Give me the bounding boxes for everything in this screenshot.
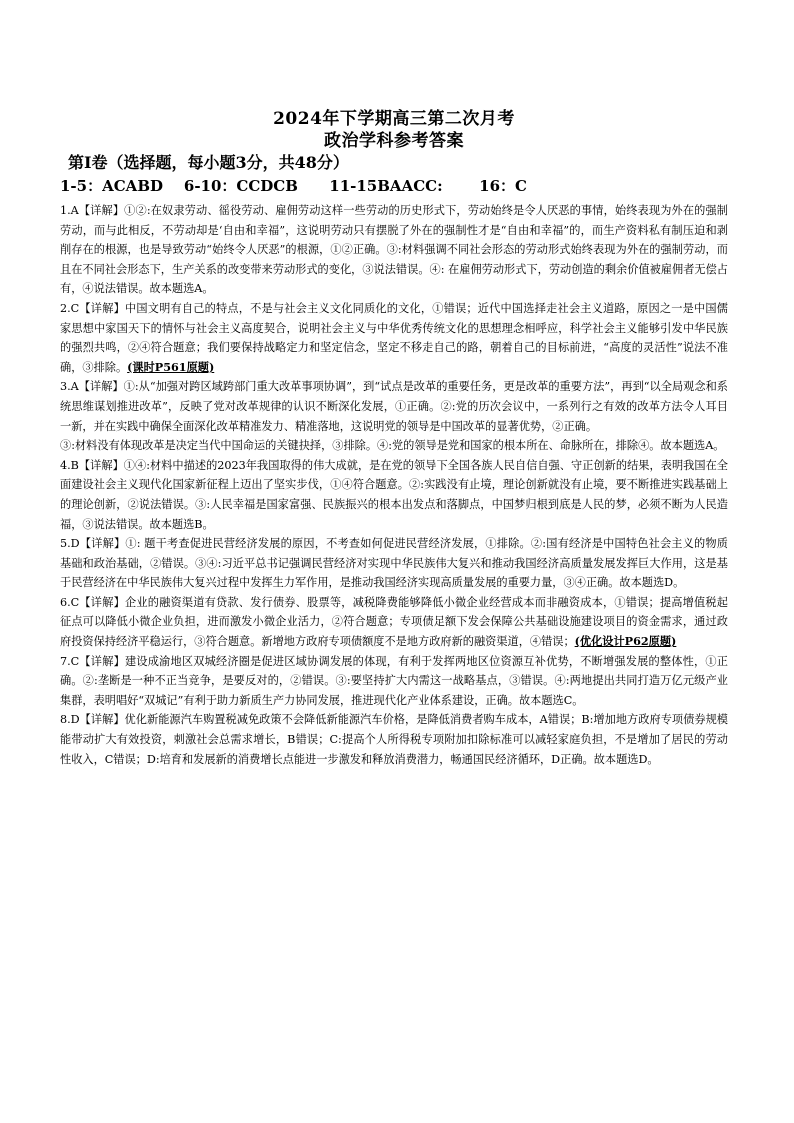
explanation-2 (60, 299, 728, 377)
explanation-text: 6.C【详解】企业的融资渠道有贷款、发行债券、股票等，减税降费能够降低小微企业经营成本而非融资成本，①错误；提高增值税起征点可以降低小微企业负担，进而激发小微企业活力，②符合题意；专项债足额下发会保障公共基础设施建设项目的资金需求，通过政府投资保持经济平稳运行，③符合题意。新增地方政府专项债额度不是地方政府新的融资渠道，④错误； (60, 595, 728, 649)
explanation-3-continued (60, 436, 728, 456)
explanation-text: 3.A【详解】①:从“加强对跨区域跨部门重大改革事项协调”，到“试点是改革的重要任务，更是改革的重要方法”，再到“以全局观念和系统思维谋划推进改革”，反映了党对改革规律的认识不断深化发展，①正确。②:党的历次会议中，一系列行之有效的改革方法令人耳目一新，并在实践中确保全面深化改革精准发力、精准落地，这说明党的领导是中国改革的显著优势，②正确。 (60, 380, 728, 433)
explanation-text: 8.D【详解】优化新能源汽车购置税减免政策不会降低新能源汽车价格，是降低消费者购车成本，A错误；B:增加地方政府专项债券规模能带动扩大有效投资，刺激社会总需求增长，B错误；C:提高个人所得税专项附加扣除标准可以减轻家庭负担，不是增加了居民的劳动性收入，C错误；D:培育和发展新的消费增长点能进一步激发和释放消费潜力，畅通国民经济循环，D正确。故本题选D。 (60, 713, 728, 766)
section-heading: 第Ⅰ卷（选择题，每小题3分，共48分） (68, 153, 349, 172)
explanation-text: 2.C【详解】中国文明有自己的特点，不是与社会主义文化同质化的文化，①错误；近代中国选择走社会主义道路，原因之一是中国儒家思想中家国天下的情怀与社会主义高度契合，说明社会主义与中华优秀传统文化的思想理念相呼应，科学社会主义能够引发中华民族的强烈共鸣，②④符合题意；我们要保持战略定力和坚定信念，坚定不移走自己的路，朝着自己的目标前进，“高度的灵活性”说法不准确，③排除。 (60, 301, 728, 374)
explanation-5 (60, 534, 728, 593)
explanation-7 (60, 652, 728, 711)
explanation-3 (60, 377, 728, 436)
explanation-4 (60, 456, 728, 534)
explanation-1 (60, 201, 728, 299)
explanation-text: ③:材料没有体现改革是决定当代中国命运的关键抉择，③排除。④:党的领导是党和国家的根本所在、命脉所在，排除④。故本题选A。 (60, 439, 725, 453)
source-reference: (课时P561原题) (127, 359, 215, 374)
explanation-text: 7.C【详解】建设成渝地区双城经济圈是促进区域协调发展的体现，有利于发挥两地区位资源互补优势，不断增强发展的整体性，①正 确。②:垄断是一种不正当竞争，是要反对的，②错误。③:要坚持扩大内需这一战略基点，③错误。④:两地提出共同打造万亿元级产业集群，表明唱好“双城记”有利于助力新质生产力协同发展，推进现代化产业体系建设，正确。故本题选C。 (60, 654, 728, 707)
source-reference: (优化设计P62原题) (574, 634, 677, 649)
explanation-text: 5.D【详解】①: 题干考查促进民营经济发展的原因，不考查如何促进民营经济发展，①排除。②:国有经济是中国特色社会主义的物质基础和政治基础，②错误。③④:习近平总书记强调民营经济对实现中华民族伟大复兴和推动我国经济高质量发展发挥巨大作用，这是基于民营经济在中华民族伟大复兴过程中发挥生力军作用，是推动我国经济实现高质量发展的重要力量，③④正确。故本题选D。 (60, 537, 728, 590)
explanation-6 (60, 593, 728, 652)
answer-key: 1-5：ACABD 6-10：CCDCB 11-15BAACC: 16：C (60, 177, 527, 195)
exam-title: 2024年下学期高三第二次月考 (273, 109, 515, 129)
explanation-text: 4.B【详解】①④:材料中描述的2023年我国取得的伟大成就，是在党的领导下全国各族人民自信自强、守正创新的结果，表明我国在全面建设社会主义现代化国家新征程上迈出了坚实步伐，①④符合题意。②:实践没有止境，理论创新就没有止境，要不断推进实践基础上的理论创新，②说法错误。③:人民幸福是国家富强、民族振兴的根本出发点和落脚点，中国梦归根到底是人民的梦，必须不断为人民造福，③说法错误。故本题选B。 (60, 458, 728, 531)
explanation-8 (60, 710, 728, 769)
explanation-text: 1.A【详解】①②:在奴隶劳动、徭役劳动、雇佣劳动这样一些劳动的历史形式下，劳动始终是令人厌恶的事情，始终表现为外在的强制劳动，而与此相反，不劳动却是‘自由和幸福”，这说明劳动只有摆脱了外在的强制性才是“自由和幸福”的，而生产资料私有制压迫和剥削存在的根源，也是导致劳动“始终令人厌恶”的根源，①②正确。③:材料强调不同社会形态的劳动形式始终表现为外在的强制劳动，而且在不同社会形态下，生产关系的改变带来劳动形式的变化，③说法错误。④: 在雇佣劳动形式下，劳动创造的剩余价值被雇佣者无偿占有，④说法错误。故本题选A。 (60, 204, 728, 296)
exam-subtitle: 政治学科参考答案 (324, 131, 464, 151)
